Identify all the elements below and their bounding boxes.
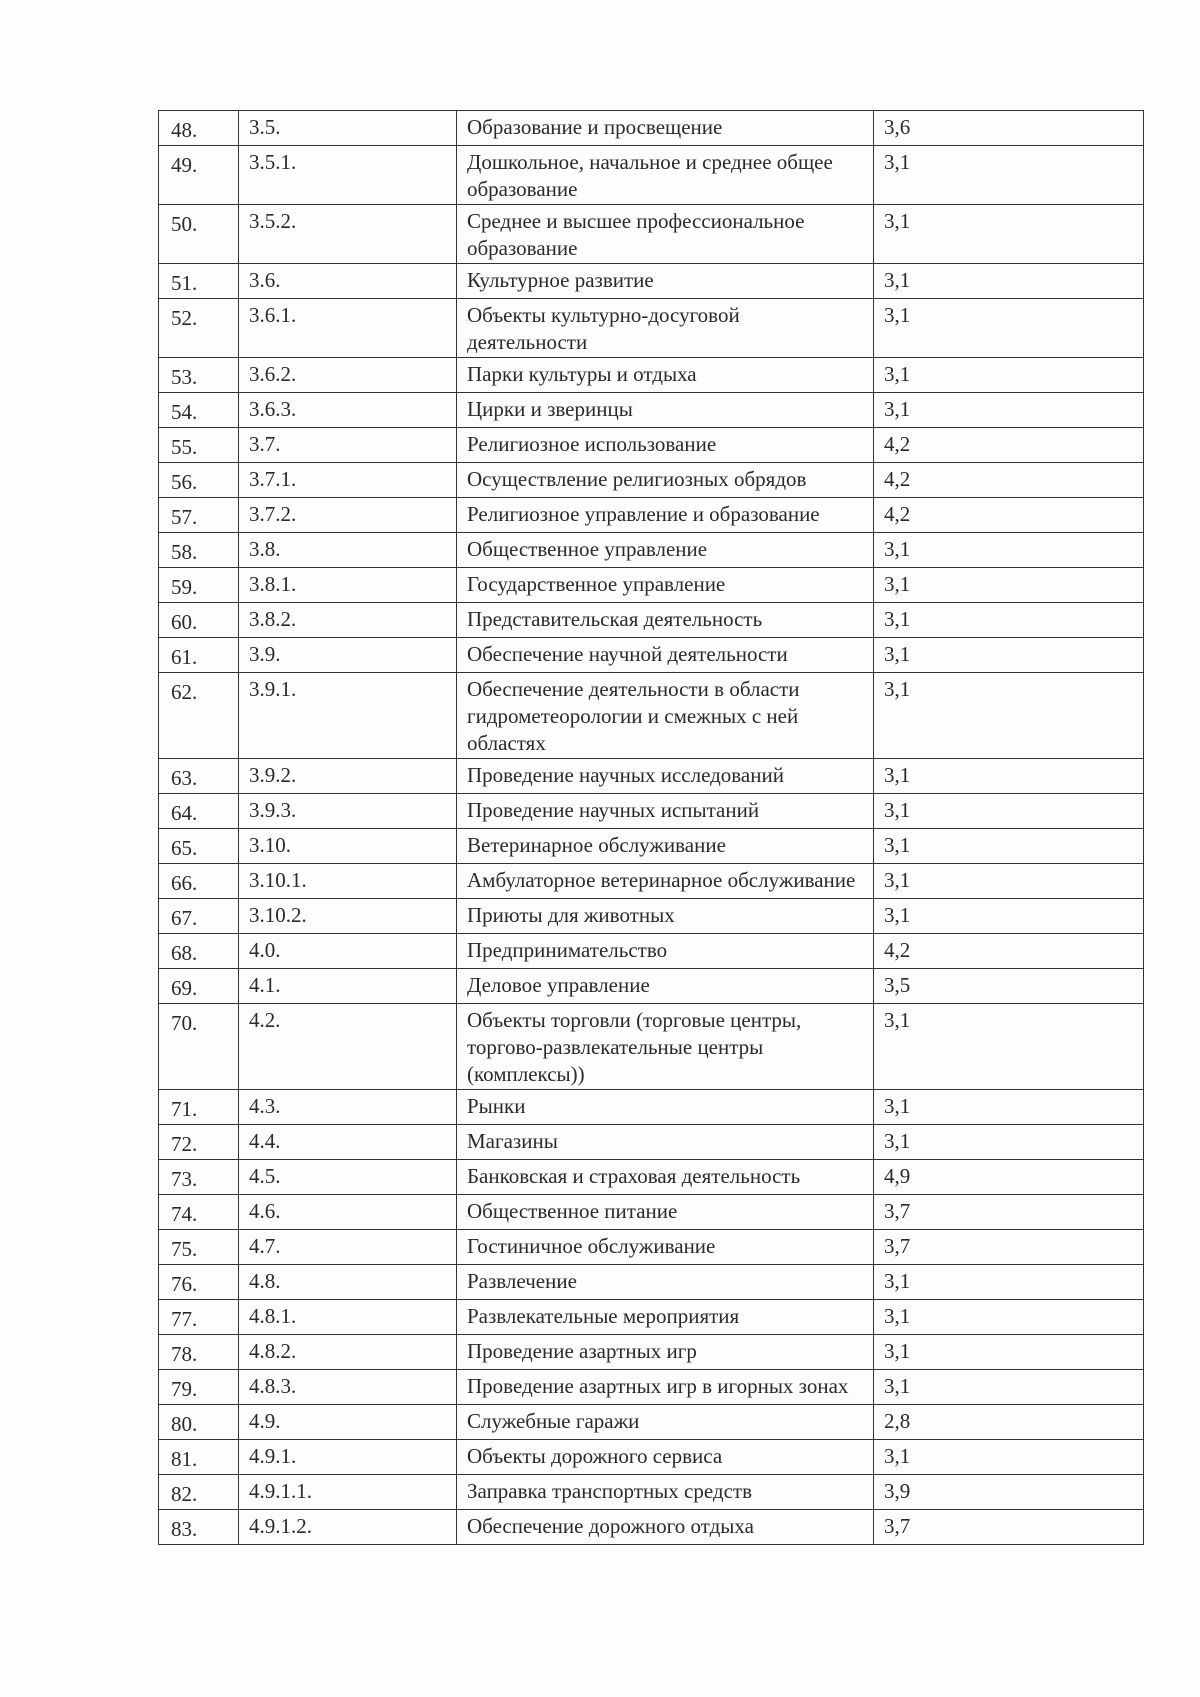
table-row bbox=[159, 1510, 1144, 1545]
table-row bbox=[159, 146, 1144, 205]
value-cell: 3,1 bbox=[874, 568, 1144, 603]
row-number-cell: 75. bbox=[159, 1230, 239, 1265]
value-cell: 3,1 bbox=[874, 533, 1144, 568]
table-row bbox=[159, 759, 1144, 794]
name-cell: Предпринимательство bbox=[457, 934, 874, 969]
code-cell: 4.6. bbox=[239, 1195, 457, 1230]
value-cell: 3,1 bbox=[874, 794, 1144, 829]
table-row bbox=[159, 1440, 1144, 1475]
name-cell: Обеспечение деятельности в области гидрометеорологии и смежных с ней областях bbox=[457, 673, 874, 759]
name-cell: Представительская деятельность bbox=[457, 603, 874, 638]
table-row bbox=[159, 1004, 1144, 1090]
table-row bbox=[159, 638, 1144, 673]
value-cell: 3,1 bbox=[874, 146, 1144, 205]
value-cell: 3,1 bbox=[874, 264, 1144, 299]
value-cell: 3,1 bbox=[874, 299, 1144, 358]
row-number-cell: 61. bbox=[159, 638, 239, 673]
name-cell: Общественное управление bbox=[457, 533, 874, 568]
table-row bbox=[159, 1195, 1144, 1230]
code-cell: 3.7.2. bbox=[239, 498, 457, 533]
row-number-cell: 70. bbox=[159, 1004, 239, 1090]
name-cell: Осуществление религиозных обрядов bbox=[457, 463, 874, 498]
code-cell: 4.0. bbox=[239, 934, 457, 969]
table-row bbox=[159, 864, 1144, 899]
code-cell: 4.1. bbox=[239, 969, 457, 1004]
table-row bbox=[159, 1160, 1144, 1195]
row-number-cell: 54. bbox=[159, 393, 239, 428]
value-cell: 3,7 bbox=[874, 1510, 1144, 1545]
table-row bbox=[159, 299, 1144, 358]
code-cell: 4.2. bbox=[239, 1004, 457, 1090]
row-number-cell: 69. bbox=[159, 969, 239, 1004]
name-cell: Дошкольное, начальное и среднее общее образование bbox=[457, 146, 874, 205]
code-cell: 4.9. bbox=[239, 1405, 457, 1440]
table-row bbox=[159, 794, 1144, 829]
row-number-cell: 63. bbox=[159, 759, 239, 794]
row-number-cell: 60. bbox=[159, 603, 239, 638]
name-cell: Общественное питание bbox=[457, 1195, 874, 1230]
table-row bbox=[159, 1265, 1144, 1300]
name-cell: Развлечение bbox=[457, 1265, 874, 1300]
name-cell: Ветеринарное обслуживание bbox=[457, 829, 874, 864]
value-cell: 3,1 bbox=[874, 864, 1144, 899]
table-row bbox=[159, 111, 1144, 146]
value-cell: 3,1 bbox=[874, 1090, 1144, 1125]
code-cell: 3.5.2. bbox=[239, 205, 457, 264]
name-cell: Проведение научных исследований bbox=[457, 759, 874, 794]
table-row bbox=[159, 1090, 1144, 1125]
value-cell: 4,2 bbox=[874, 934, 1144, 969]
table-row bbox=[159, 358, 1144, 393]
name-cell: Проведение научных испытаний bbox=[457, 794, 874, 829]
code-cell: 4.9.1.2. bbox=[239, 1510, 457, 1545]
row-number-cell: 78. bbox=[159, 1335, 239, 1370]
row-number-cell: 71. bbox=[159, 1090, 239, 1125]
row-number-cell: 73. bbox=[159, 1160, 239, 1195]
code-cell: 3.5. bbox=[239, 111, 457, 146]
code-cell: 4.8. bbox=[239, 1265, 457, 1300]
row-number-cell: 56. bbox=[159, 463, 239, 498]
code-cell: 4.9.1.1. bbox=[239, 1475, 457, 1510]
name-cell: Цирки и зверинцы bbox=[457, 393, 874, 428]
name-cell: Гостиничное обслуживание bbox=[457, 1230, 874, 1265]
value-cell: 3,1 bbox=[874, 899, 1144, 934]
code-cell: 3.10.1. bbox=[239, 864, 457, 899]
table-row bbox=[159, 498, 1144, 533]
name-cell: Религиозное управление и образование bbox=[457, 498, 874, 533]
row-number-cell: 77. bbox=[159, 1300, 239, 1335]
code-cell: 4.5. bbox=[239, 1160, 457, 1195]
code-cell: 4.8.2. bbox=[239, 1335, 457, 1370]
value-cell: 3,1 bbox=[874, 205, 1144, 264]
name-cell: Проведение азартных игр bbox=[457, 1335, 874, 1370]
value-cell: 3,1 bbox=[874, 638, 1144, 673]
table-row bbox=[159, 1405, 1144, 1440]
name-cell: Рынки bbox=[457, 1090, 874, 1125]
code-cell: 3.9.1. bbox=[239, 673, 457, 759]
code-cell: 4.8.1. bbox=[239, 1300, 457, 1335]
value-cell: 3,1 bbox=[874, 673, 1144, 759]
value-cell: 3,1 bbox=[874, 1265, 1144, 1300]
row-number-cell: 68. bbox=[159, 934, 239, 969]
row-number-cell: 49. bbox=[159, 146, 239, 205]
row-number-cell: 83. bbox=[159, 1510, 239, 1545]
table-row bbox=[159, 1475, 1144, 1510]
value-cell: 4,2 bbox=[874, 498, 1144, 533]
code-cell: 3.9. bbox=[239, 638, 457, 673]
row-number-cell: 80. bbox=[159, 1405, 239, 1440]
table-row bbox=[159, 1370, 1144, 1405]
code-cell: 4.9.1. bbox=[239, 1440, 457, 1475]
name-cell: Магазины bbox=[457, 1125, 874, 1160]
table-row bbox=[159, 603, 1144, 638]
code-cell: 4.4. bbox=[239, 1125, 457, 1160]
name-cell: Объекты культурно-досуговой деятельности bbox=[457, 299, 874, 358]
value-cell: 4,2 bbox=[874, 428, 1144, 463]
value-cell: 3,1 bbox=[874, 603, 1144, 638]
value-cell: 3,5 bbox=[874, 969, 1144, 1004]
table-row bbox=[159, 1300, 1144, 1335]
value-cell: 3,7 bbox=[874, 1230, 1144, 1265]
table-row bbox=[159, 1230, 1144, 1265]
code-cell: 3.9.3. bbox=[239, 794, 457, 829]
name-cell: Образование и просвещение bbox=[457, 111, 874, 146]
row-number-cell: 48. bbox=[159, 111, 239, 146]
row-number-cell: 74. bbox=[159, 1195, 239, 1230]
name-cell: Банковская и страховая деятельность bbox=[457, 1160, 874, 1195]
table-row bbox=[159, 533, 1144, 568]
code-cell: 3.8. bbox=[239, 533, 457, 568]
value-cell: 3,1 bbox=[874, 1125, 1144, 1160]
value-cell: 4,9 bbox=[874, 1160, 1144, 1195]
table-row bbox=[159, 899, 1144, 934]
table-row bbox=[159, 428, 1144, 463]
name-cell: Заправка транспортных средств bbox=[457, 1475, 874, 1510]
row-number-cell: 55. bbox=[159, 428, 239, 463]
code-cell: 3.8.2. bbox=[239, 603, 457, 638]
row-number-cell: 57. bbox=[159, 498, 239, 533]
name-cell: Обеспечение научной деятельности bbox=[457, 638, 874, 673]
value-cell: 3,6 bbox=[874, 111, 1144, 146]
code-cell: 4.3. bbox=[239, 1090, 457, 1125]
row-number-cell: 52. bbox=[159, 299, 239, 358]
row-number-cell: 51. bbox=[159, 264, 239, 299]
name-cell: Объекты дорожного сервиса bbox=[457, 1440, 874, 1475]
land-use-table bbox=[158, 110, 1144, 1545]
table-body bbox=[159, 111, 1144, 1545]
row-number-cell: 82. bbox=[159, 1475, 239, 1510]
table-row bbox=[159, 205, 1144, 264]
row-number-cell: 76. bbox=[159, 1265, 239, 1300]
table-row bbox=[159, 673, 1144, 759]
value-cell: 3,1 bbox=[874, 393, 1144, 428]
code-cell: 4.7. bbox=[239, 1230, 457, 1265]
code-cell: 3.6.3. bbox=[239, 393, 457, 428]
table-row bbox=[159, 568, 1144, 603]
code-cell: 3.7. bbox=[239, 428, 457, 463]
name-cell: Объекты торговли (торговые центры, торгово-развлекательные центры (комплексы)) bbox=[457, 1004, 874, 1090]
table-row bbox=[159, 463, 1144, 498]
value-cell: 2,8 bbox=[874, 1405, 1144, 1440]
code-cell: 3.6.2. bbox=[239, 358, 457, 393]
code-cell: 3.6.1. bbox=[239, 299, 457, 358]
value-cell: 3,1 bbox=[874, 358, 1144, 393]
code-cell: 3.9.2. bbox=[239, 759, 457, 794]
name-cell: Деловое управление bbox=[457, 969, 874, 1004]
row-number-cell: 79. bbox=[159, 1370, 239, 1405]
name-cell: Государственное управление bbox=[457, 568, 874, 603]
table-row bbox=[159, 264, 1144, 299]
value-cell: 3,1 bbox=[874, 1335, 1144, 1370]
code-cell: 3.10.2. bbox=[239, 899, 457, 934]
value-cell: 3,1 bbox=[874, 759, 1144, 794]
name-cell: Культурное развитие bbox=[457, 264, 874, 299]
value-cell: 3,7 bbox=[874, 1195, 1144, 1230]
code-cell: 4.8.3. bbox=[239, 1370, 457, 1405]
row-number-cell: 64. bbox=[159, 794, 239, 829]
table-row bbox=[159, 934, 1144, 969]
value-cell: 3,1 bbox=[874, 1440, 1144, 1475]
code-cell: 3.10. bbox=[239, 829, 457, 864]
row-number-cell: 62. bbox=[159, 673, 239, 759]
row-number-cell: 53. bbox=[159, 358, 239, 393]
row-number-cell: 65. bbox=[159, 829, 239, 864]
name-cell: Амбулаторное ветеринарное обслуживание bbox=[457, 864, 874, 899]
name-cell: Религиозное использование bbox=[457, 428, 874, 463]
value-cell: 3,1 bbox=[874, 829, 1144, 864]
name-cell: Проведение азартных игр в игорных зонах bbox=[457, 1370, 874, 1405]
table-row bbox=[159, 1125, 1144, 1160]
row-number-cell: 59. bbox=[159, 568, 239, 603]
row-number-cell: 58. bbox=[159, 533, 239, 568]
value-cell: 3,1 bbox=[874, 1370, 1144, 1405]
name-cell: Обеспечение дорожного отдыха bbox=[457, 1510, 874, 1545]
name-cell: Служебные гаражи bbox=[457, 1405, 874, 1440]
name-cell: Приюты для животных bbox=[457, 899, 874, 934]
value-cell: 4,2 bbox=[874, 463, 1144, 498]
table-row bbox=[159, 969, 1144, 1004]
code-cell: 3.7.1. bbox=[239, 463, 457, 498]
value-cell: 3,1 bbox=[874, 1004, 1144, 1090]
code-cell: 3.5.1. bbox=[239, 146, 457, 205]
name-cell: Развлекательные мероприятия bbox=[457, 1300, 874, 1335]
table-row bbox=[159, 1335, 1144, 1370]
row-number-cell: 50. bbox=[159, 205, 239, 264]
row-number-cell: 66. bbox=[159, 864, 239, 899]
table-row bbox=[159, 393, 1144, 428]
row-number-cell: 67. bbox=[159, 899, 239, 934]
row-number-cell: 81. bbox=[159, 1440, 239, 1475]
code-cell: 3.6. bbox=[239, 264, 457, 299]
row-number-cell: 72. bbox=[159, 1125, 239, 1160]
name-cell: Парки культуры и отдыха bbox=[457, 358, 874, 393]
name-cell: Среднее и высшее профессиональное образование bbox=[457, 205, 874, 264]
value-cell: 3,9 bbox=[874, 1475, 1144, 1510]
code-cell: 3.8.1. bbox=[239, 568, 457, 603]
table-row bbox=[159, 829, 1144, 864]
value-cell: 3,1 bbox=[874, 1300, 1144, 1335]
